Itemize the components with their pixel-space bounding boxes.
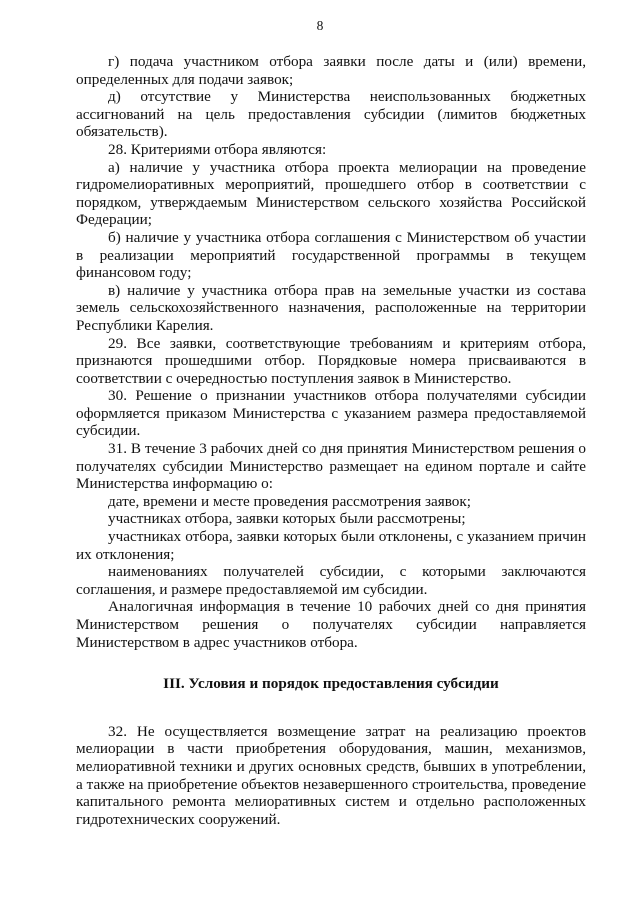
- paragraph-item-g: г) подача участником отбора заявки после даты и (или) времени, определенных для подачи заявок;: [76, 53, 586, 88]
- paragraph-criterion-b: б) наличие у участника отбора соглашения с Министерством об участии в реализации мероприятий государственной программы в текущем финансовом году;: [76, 228, 586, 282]
- paragraph-29: 29. Все заявки, соответствующие требованиям и критериям отбора, признаются прошедшими отбор. Порядковые номера присваиваются в соответствии с очередностью поступления заявок в Министерство.: [76, 334, 586, 387]
- paragraph-criterion-v: в) наличие у участника отбора прав на земельные участки из состава земель сельскохозяйственного назначения, расположенные на территории Республики Карелия.: [76, 281, 586, 334]
- page-number: 8: [316, 18, 324, 33]
- document-body: [76, 53, 586, 828]
- paragraph-32: 32. Не осуществляется возмещение затрат на реализацию проектов мелиорации в части приобретения оборудования, машин, механизмов, мелиоративной техники и других основных средств, бывших в употреблении, а также на приобретение объектов незавершенного строительства, проведение капитального ремонта мелиоративных систем и отдельно расположенных гидротехнических сооружений.: [76, 722, 586, 828]
- paragraph-info-reviewed: участниках отбора, заявки которых были рассмотрены;: [108, 510, 466, 528]
- paragraph-info-recipients: наименованиях получателей субсидии, с которыми заключаются соглашения, и размере предоставляемой им субсидии.: [76, 563, 586, 598]
- paragraph-28-heading: 28. Критериями отбора являются:: [108, 140, 327, 158]
- paragraph-item-d: д) отсутствие у Министерства неиспользованных бюджетных ассигнований на цель предоставления субсидии (лимитов бюджетных обязательств).: [76, 88, 586, 141]
- paragraph-similar-info: Аналогичная информация в течение 10 рабочих дней со дня принятия Министерством решения о получателях субсидии направляется Министерством в адрес участников отбора.: [76, 598, 586, 651]
- paragraph-info-rejected: участниках отбора, заявки которых были отклонены, с указанием причин их отклонения;: [76, 528, 586, 563]
- paragraph-info-date: дате, времени и месте проведения рассмотрения заявок;: [108, 492, 471, 510]
- paragraph-31: 31. В течение 3 рабочих дней со дня принятия Министерством решения о получателях субсидии Министерство размещает на едином портале и сайте Министерства информацию о:: [76, 440, 586, 493]
- section-title: III. Условия и порядок предоставления субсидии: [163, 675, 499, 693]
- paragraph-30: 30. Решение о признании участников отбора получателями субсидии оформляется приказом Министерства с указанием размера предоставляемой субсидии.: [76, 387, 586, 440]
- paragraph-criterion-a: а) наличие у участника отбора проекта мелиорации на проведение гидромелиоративных мероприятий, прошедшего отбор в соответствии с порядком, утверждаемым Министерством сельского хозяйства Российской Федерации;: [76, 158, 586, 229]
